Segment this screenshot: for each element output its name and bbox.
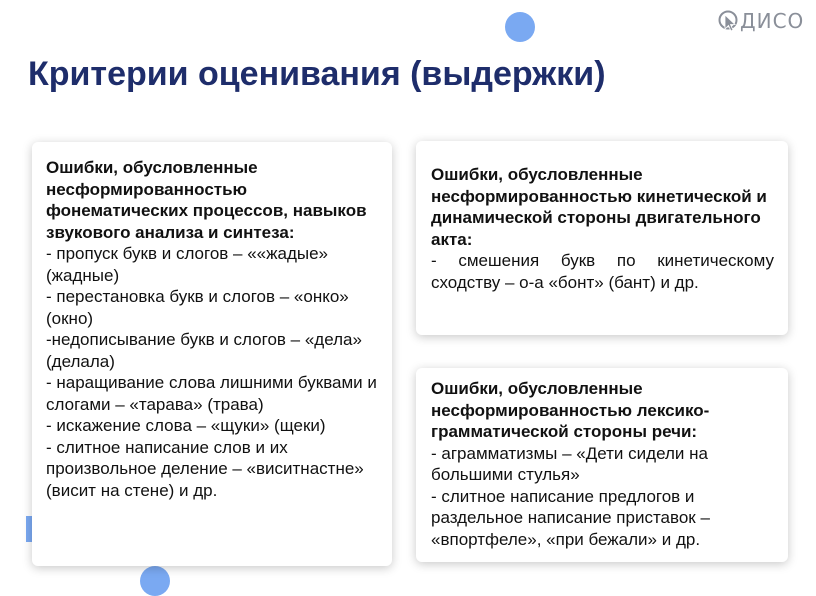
card-items	[431, 443, 774, 551]
logo-text: ДИСО	[740, 9, 805, 33]
card-heading: Ошибки, обусловленные несформированностью лексико-грамматической стороны речи:	[431, 379, 710, 441]
list-item: - смешения букв по кинетическому сходству – о-а «бонт» (бант) и др.	[431, 251, 774, 292]
list-item: - наращивание слова лишними буквами и слогами – «тарава» (трава)	[46, 373, 377, 414]
card-phonemic-errors	[32, 142, 392, 566]
card-kinetic-errors	[416, 141, 788, 335]
decor-circle-top	[505, 12, 535, 42]
list-item: -недописывание букв и слогов – «дела» (делала)	[46, 330, 362, 371]
list-item: - искажение слова – «щуки» (щеки)	[46, 416, 326, 435]
card-items	[431, 250, 774, 293]
list-item: - перестановка букв и слогов – «онко» (окно)	[46, 287, 349, 328]
list-item: - аграмматизмы – «Дети сидели на большими стулья»	[431, 443, 708, 484]
card-heading: Ошибки, обусловленные несформированностью фонематических процессов, навыков звукового анализа и синтеза:	[46, 158, 367, 242]
cursor-arrow-icon	[718, 9, 738, 33]
card-items	[46, 243, 380, 501]
list-item: - слитное написание предлогов и раздельное написание приставок – «впортфеле», «при бежали» и др.	[431, 486, 710, 549]
card-heading: Ошибки, обусловленные несформированностью кинетической и динамической стороны двигательного акта:	[431, 165, 767, 249]
logo	[718, 8, 804, 34]
decor-circle-bottom	[140, 566, 170, 596]
list-item: - слитное написание слов и их произвольное деление – «виситнастне» (висит на стене) и др.	[46, 437, 364, 500]
card-lexical-grammatical-errors	[416, 368, 788, 562]
list-item: - пропуск букв и слогов – ««жадые» (жадные)	[46, 244, 329, 285]
page-title: Критерии оценивания (выдержки)	[28, 55, 606, 93]
